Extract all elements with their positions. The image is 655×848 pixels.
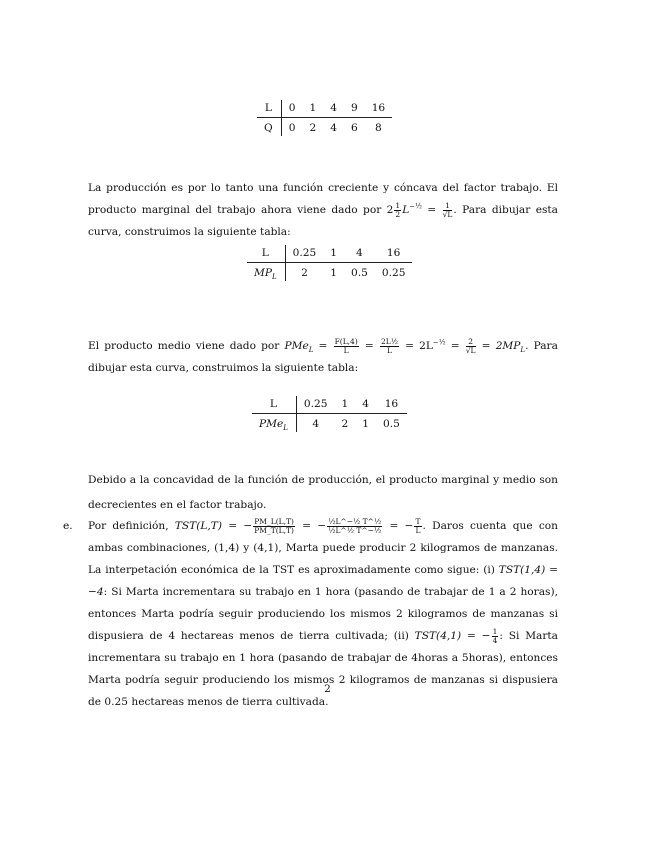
cell: 0 [288,122,296,134]
cell: 0.25 [296,396,334,414]
math: 2MP [495,340,521,352]
cell: 4 [323,100,344,118]
text: La producción es por lo tanto una función creciente y cóncava del factor trabajo. El producto marginal del trabajo ahora viene dado por [88,182,558,216]
math: L [308,346,314,355]
table-row [247,245,412,263]
page-number: 2 [324,683,331,695]
row-header: L [252,396,296,414]
table-average-product [252,396,407,432]
row-header: L [247,245,285,263]
text: : Si Marta incrementara su trabajo en 1 hora (pasando de trabajar de 1 a 2 horas), entonces Marta podría seguir produciendo los mismos 2 kilogramos de manzanas si dispusiera de 4 hectareas menos de tierra cultivada; (ii) [88,586,558,642]
fraction: $\frac{1}{2}$ [395,200,401,219]
cell: 0.5 [383,418,400,430]
cell: 0.25 [381,267,406,279]
text: . Para dibujar esta curva, construimos la siguiente tabla: [88,340,558,374]
table-marginal-product [247,245,412,281]
cell: 1 [302,100,323,118]
cell: 0.5 [350,267,368,279]
paragraph-average-product: El producto medio viene dado por PMe$_L$ = $\frac{F(L,4)}{L}$ = $\frac{\text{2L½}}{L}$ = $2L^{-\frac{1}{2}}$ = $\frac{2}{√L}$ = $2MP_L$. Para dibujar esta curva, construimos la siguiente tabla: [88,336,558,374]
fraction: $\frac{2}{√L}$ [465,336,476,355]
cell: 4 [330,122,337,134]
table-row [252,414,407,433]
cell: 4 [344,245,375,263]
list-item-label: e. [63,520,73,532]
row-header: L [257,100,281,118]
row-header: Q [257,118,281,137]
math: −½ [409,202,422,211]
cell: 1 [335,396,356,414]
cell: 4 [355,396,376,414]
cell: 16 [365,100,392,118]
cell: 2 [341,418,349,430]
cell: 8 [375,122,382,134]
table-row [257,100,392,118]
cell: 0 [281,100,302,118]
cell: 2 [301,267,308,279]
cell: 1 [323,245,344,263]
cell: 2 [309,122,317,134]
math: TST(L,T) = − [174,520,253,532]
cell: 16 [375,245,413,263]
math: PMe [284,340,309,352]
math: TST(4,1) = − [414,630,491,642]
table-row [252,396,407,414]
math: = [421,204,442,216]
table-row [257,118,392,137]
text: El producto medio viene dado por [88,340,285,352]
table-l-q [257,100,392,136]
list-item-e: Por definición, TST(L,T) = − $\frac{PM\_L(L,T)}{PM\_T(L,T)}$ = − $\frac{\text{½L\textasciicircum{}−½ T\textasciicircum{}½}}{\text{½L\textasciicircum{}½ T\textasciicircum{}−½}}$ = − $\frac{T}{L}$ . Daros cuenta que con ambas combinaciones, (1,4) y (4,1), Marta puede producir 2 kilogramos de manzanas. La interpetación económica de la TST es aproximadamente como sigue: (i) TST(1,4) = −4: Si Marta incrementara su trabajo en 1 hora (pasando de trabajar de 1 a 2 horas), entonces Marta podría seguir produciendo los mismos 2 kilogramos de manzanas si dispusiera de 4 hectareas menos de tierra cultivada; (ii) TST(4,1) = − $\frac{1}{4}$ : Si Marta incrementara su trabajo en 1 hora (pasando de trabajar de 4horas a 5horas), entonces Marta podría seguir produciendo los mismos 2 kilogramos de manzanas si dispusiera de 0.25 hectareas menos de tierra cultivada. [88,516,558,708]
table-row [247,263,412,282]
math: 2L [419,340,433,352]
fraction: $\frac{T}{L}$ [415,516,421,535]
text: . Para dibujar esta curva, construimos la siguiente tabla: [88,204,558,238]
fraction: $\frac{\text{½L\textasciicircum{}−½ T\textasciicircum{}½}}{\text{½L\textasciicircum{}½ T\textasciicircum{}−½}}$ [328,516,382,535]
fraction: $\frac{F(L,4)}{L}$ [334,336,358,355]
text: . Daros cuenta que con ambas combinaciones, (1,4) y (4,1), Marta puede producir 2 kilogramos de manzanas. La interpetación económica de la TST es aproximadamente como sigue: (i) [88,520,558,576]
cell: 1 [330,267,337,279]
math: −½ [432,338,446,347]
cell: 4 [312,418,320,430]
row-header: PMe$_L$ [252,414,296,433]
fraction: $\frac{1}{4}$ [492,626,498,645]
cell: 6 [350,122,358,134]
fraction: $\frac{\text{2L½}}{L}$ [380,336,398,355]
cell: 16 [376,396,407,414]
fraction: $\frac{1}{√L}$ [442,200,453,219]
paragraph-marginal-product [88,177,558,243]
math: L [402,204,410,216]
row-header: $MP_L$ [247,263,285,282]
text: Por definición, [88,520,175,532]
paragraph-concavity: Debido a la concavidad de la función de producción, el producto marginal y medio son decrecientes en el factor trabajo. [88,474,558,511]
text: : Si Marta incrementara su trabajo en 1 hora (pasando de trabajar de 4horas a 5horas), entonces Marta podría seguir produciendo los mismos 2 kilogramos de manzanas si dispusiera de 0.25 hectareas menos de tierra cultivada. [88,630,558,708]
cell: 9 [344,100,365,118]
cell: 1 [362,418,369,430]
cell: 0.25 [285,245,323,263]
math: 2 [386,204,394,216]
fraction: $\frac{PM\_L(L,T)}{PM\_T(L,T)}$ [254,516,294,535]
math: TST(1,4) = −4 [88,564,558,598]
